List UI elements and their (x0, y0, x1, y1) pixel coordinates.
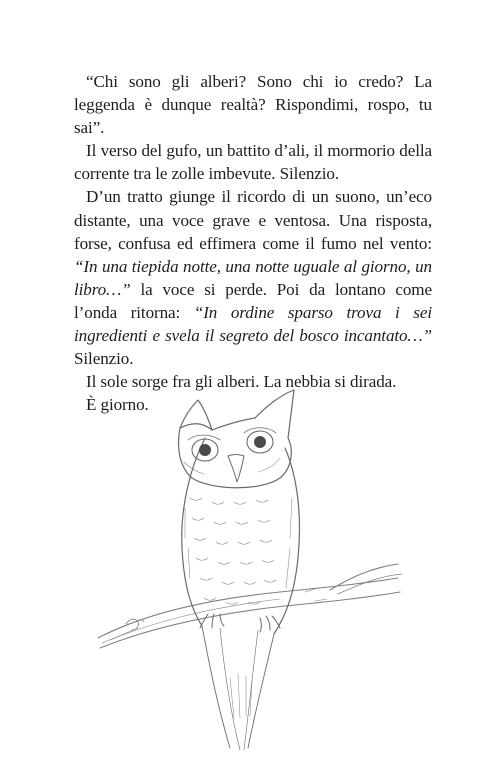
body-text (74, 70, 432, 416)
owl-eyes (188, 428, 276, 461)
paragraph-1: “Chi sono gli alberi? Sono chi io credo? La leggenda è dunque realtà? Rispondimi, rospo, tu sai”. (74, 72, 432, 138)
branch (98, 564, 402, 648)
paragraph-3-text-c: Silenzio. (74, 349, 134, 369)
owl-head (179, 390, 295, 488)
owl-beak (228, 455, 244, 483)
owl-illustration (80, 378, 420, 758)
paragraph-3-quote-1: “In una tiepida notte, una notte uguale al giorno, un libro…” (74, 256, 432, 299)
paragraph-5: È giorno. (86, 395, 149, 415)
paragraph-3-quote-2: “In ordine sparso trova i sei ingredienti e svela il segreto del bosco incantato…” (74, 302, 432, 346)
paragraph-3-text-a: D’un tratto giunge il ricordo di un suono, un’eco distante, una voce grave e ventosa. Una risposta, forse, confusa ed effimera come il fumo nel vento: (74, 187, 432, 253)
paragraph-4: Il sole sorge fra gli alberi. La nebbia si dirada. (86, 372, 397, 392)
owl-icon (80, 378, 420, 758)
owl-body (182, 438, 300, 750)
paragraph-3-text-b: la voce si perde. Poi da lontano come l’onda ritorna: (74, 279, 432, 322)
paragraph-3 (74, 185, 432, 370)
paragraph-2: Il verso del gufo, un battito d’ali, il mormorio della corrente tra le zolle imbevute. Silenzio. (74, 141, 432, 184)
owl-feathers (184, 458, 292, 718)
